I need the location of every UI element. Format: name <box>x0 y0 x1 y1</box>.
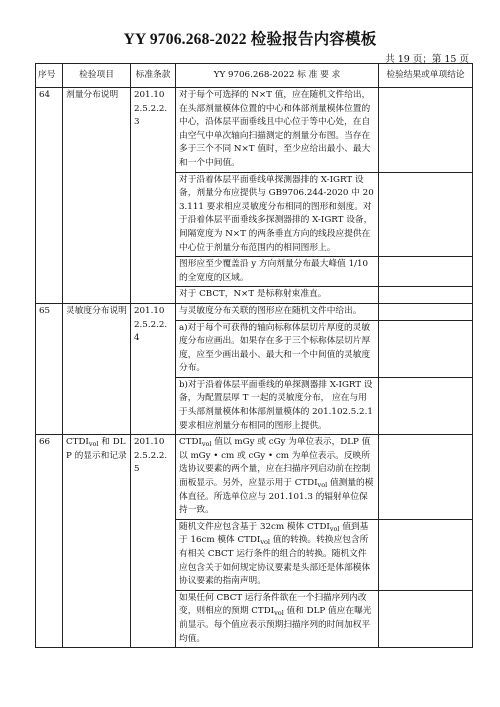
cell-result <box>379 377 473 434</box>
cell-item: 灵敏度分布说明 <box>63 303 131 434</box>
table-header-row <box>36 64 473 88</box>
document-title: YY 9706.268-2022 检验报告内容模板 <box>123 31 377 48</box>
cell-clause: 201.102.5.2.2.4 <box>131 303 176 434</box>
inspection-table <box>35 63 473 648</box>
cell-requirement: 如果任何 CBCT 运行条件欲在一个扫描序列内改变，则相应的预期 $CTDI_{vol}$ 值和 DLP 值应在曝光前显示。每个值应表示预期扫描序列的时间加权平均值。 <box>176 590 379 647</box>
cell-result <box>379 257 473 287</box>
cell-seq: 66 <box>36 435 63 648</box>
cell-clause: 201.102.5.2.2.3 <box>131 88 176 304</box>
cell-result <box>379 287 473 304</box>
cell-requirement: 随机文件应包含基于 32cm 模体 $CTDI_{vol}$ 值到基于 16cm 模体 $CTDI_{vol}$ 值的转换。转换应包含所有相关 CBCT 运行条件的组合的转换。随机文件应包含关于如何规定协议要素是头部还是体部模体协议要素的指南声明。 <box>176 519 379 590</box>
cell-result <box>379 88 473 173</box>
cell-requirement: b)对于沿着体层平面垂线的单探测器排 X-IGRT 设备，为配置层厚 T 一起的灵敏度分布， 应在与用于头部剂量模体和体部剂量模体的 201.102.5.2.1 要求相应剂量分布相同的图形上提供。 <box>176 377 379 434</box>
cell-clause: 201.102.5.2.2.5 <box>131 435 176 648</box>
cell-requirement: $CTDI_{vol}$ 值以 mGy 或 cGy 为单位表示，DLP 值以 mGy • cm 或 cGy • cm 为单位表示。反映所选协议要素的两个量，应在扫描序列启动前在控制面板显示。另外，应显示用于 $CTDI_{vol}$ 值测量的模体直径。所选单位应与 201.101.3 的辐射单位保持一致。 <box>176 435 379 520</box>
cell-requirement: 对于 CBCT，N×T 是标称射束准直。 <box>176 287 379 304</box>
cell-result <box>379 172 473 257</box>
cell-seq: 65 <box>36 303 63 434</box>
cell-requirement: 对于每个可选择的 N×T 值，应在随机文件给出，在头部剂量模体位置的中心和体部剂量模体位置的中心，沿体层平面垂线且中心位于等中心处，在自由空气中单次轴向扫描测定的剂量分布图。当存在多于三个不同 N×T 值时，至少应给出最小、最大和一个中间值。 <box>176 88 379 173</box>
cell-requirement: a)对于每个可获得的轴向标称体层切片厚度的灵敏度分布应画出。如果存在多于三个标称体层切片厚度，应至少画出最小、最大和一个中间值的灵敏度分布。 <box>176 320 379 377</box>
cell-result <box>379 590 473 647</box>
header-clause: 标准条款 <box>131 64 176 88</box>
header-item: 检验项目 <box>63 64 131 88</box>
cell-item: $CTDI_{vol}$ 和 DLP 的显示和记录 <box>63 435 131 648</box>
cell-requirement: 对于沿着体层平面垂线单探测器排的 X-IGRT 设备，剂量分布应提供与 GB9706.244-2020 中 203.111 要求相应灵敏度分布相同的图形和刻度。对于沿着体层平面垂线多探测器排的 X-IGRT 设备， 间隔宽度为 N×T 的两条垂直方向的线段应提供在中心位于剂量分布范围内的相同图形上。 <box>176 172 379 257</box>
header-result: 检验结果或单项结论 <box>379 64 473 88</box>
page-info: 共 19 页；第 15 页 <box>385 54 469 65</box>
cell-seq: 64 <box>36 88 63 304</box>
cell-requirement: 图形应至少覆盖沿 y 方向剂量分布最大峰值 1/10 的全宽度的区域。 <box>176 257 379 287</box>
cell-item: 剂量分布说明 <box>63 88 131 304</box>
table-row <box>36 303 473 320</box>
header-seq: 序号 <box>36 64 63 88</box>
cell-result <box>379 303 473 320</box>
cell-result <box>379 519 473 590</box>
cell-result <box>379 320 473 377</box>
cell-requirement: 与灵敏度分布关联的图形应在随机文件中给出。 <box>176 303 379 320</box>
cell-result <box>379 435 473 520</box>
table-row <box>36 435 473 520</box>
table-row <box>36 88 473 173</box>
header-requirement: YY 9706.268-2022 标 准 要 求 <box>176 64 379 88</box>
